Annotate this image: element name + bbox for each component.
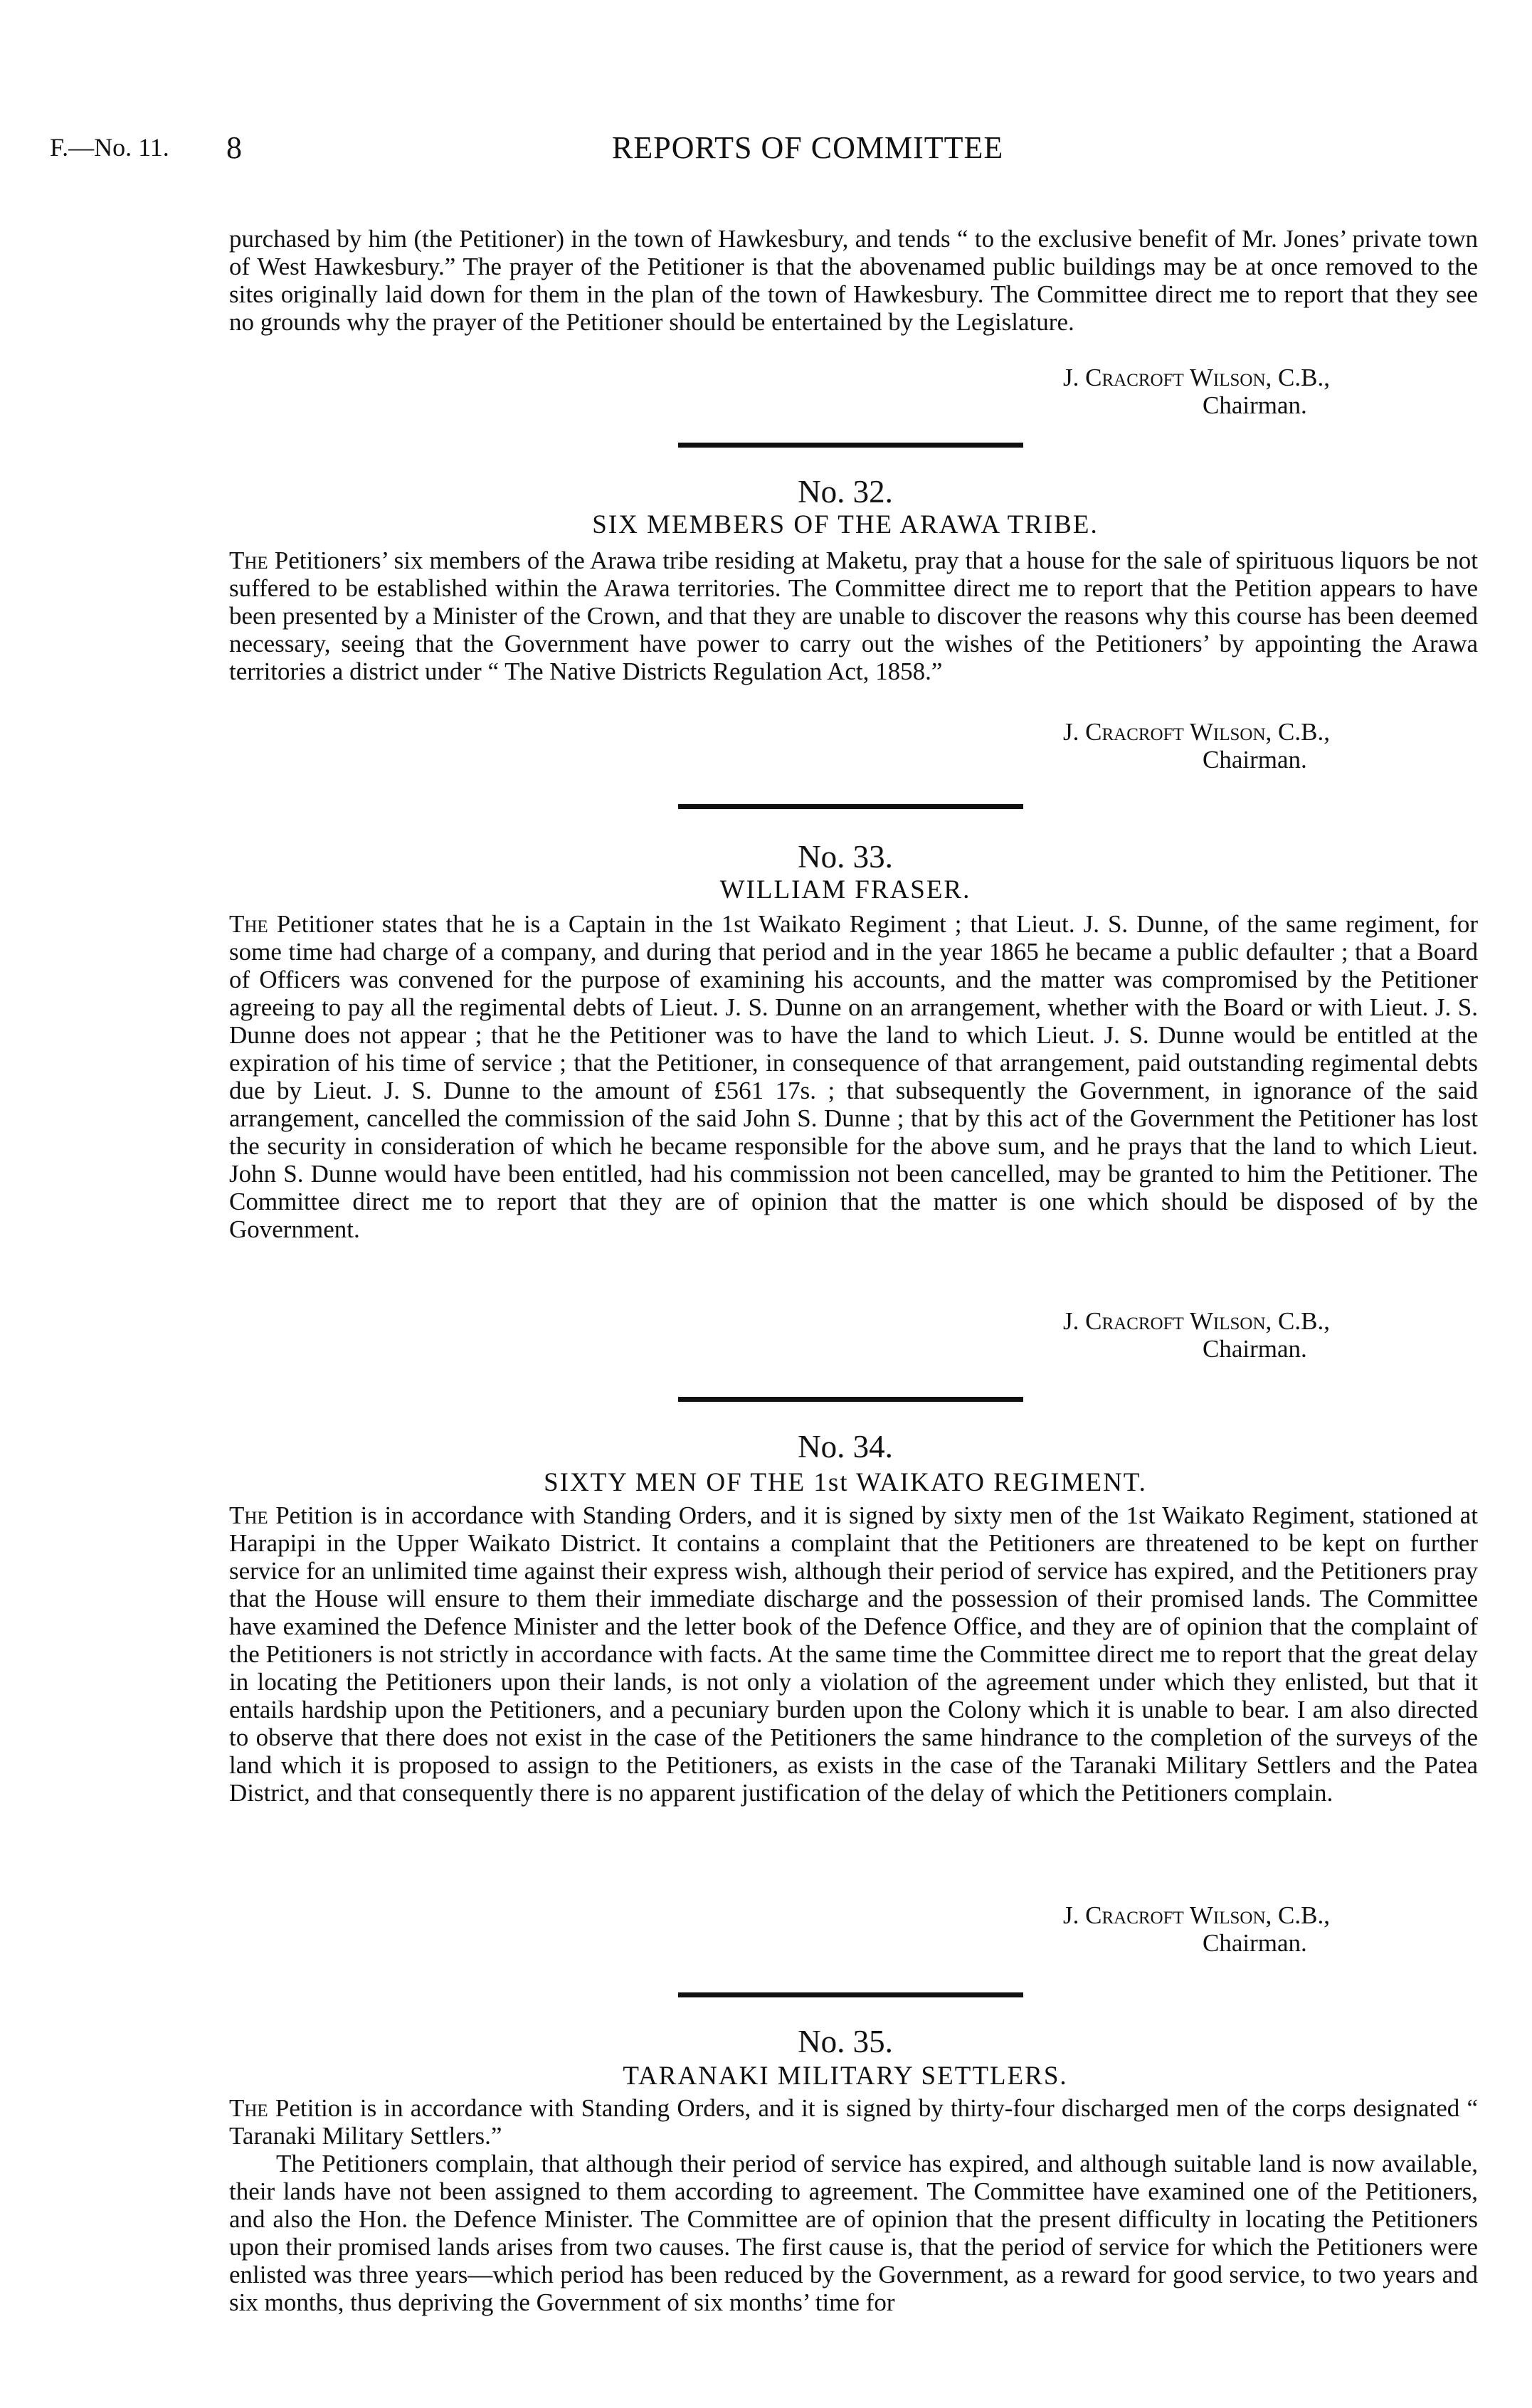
section-divider	[678, 1992, 1023, 1997]
petition-text: Petition is in accordance with Standing Orders, and it is signed by sixty men of the 1st Waikato Regiment, stationed at Harapipi in the Upper Waikato District. It contains a complaint that the Petitioners are threatened to be kept on further service for an unlimited time against their express wish, although their period of service has expired, and the Petitioners pray that the House will ensure to them their immediate discharge and the possession of their promised lands. The Committee have examined the Defence Minister and the letter book of the Defence Office, and they are of opinion that the complaint of the Petitioners is not strictly in accordance with facts. At the same time the Committee direct me to report that the great delay in locating the Petitioners upon their lands, is not only a violation of the agreement under which they enlisted, but that it entails hardship upon the Petitioners, and a pecuniary burden upon the Colony which it is unable to bear. I am also directed to observe that there does not exist in the case of the Petitioners the same hindrance to the completion of the surveys of the land which it is proposed to assign to the Petitioners, as exists in the case of the Taranaki Military Settlers and the Patea District, and that consequently there is no apparent justification of the delay of which the Petitioners complain.	[229, 1501, 1478, 1807]
petition-body	[229, 910, 1478, 1243]
petition-title: SIXTY MEN OF THE 1st WAIKATO REGIMENT.	[544, 1468, 1147, 1497]
section-divider	[678, 443, 1023, 448]
signature-name: J. Cracroft Wilson, C.B.,	[1063, 1901, 1330, 1929]
petition-number: No. 33.	[798, 839, 893, 875]
lead-word: The	[229, 910, 268, 938]
petition-body	[229, 546, 1478, 685]
petition-number: No. 34.	[798, 1429, 893, 1464]
petition-text: Petition is in accordance with Standing Orders, and it is signed by thirty-four discharged men of the corps designated “ Taranaki Military Settlers.”	[229, 2094, 1478, 2150]
lead-word: The	[229, 2094, 268, 2122]
signature-role: Chairman.	[1203, 391, 1307, 419]
page-header	[0, 132, 1532, 175]
petition-title: TARANAKI MILITARY SETTLERS.	[623, 2061, 1068, 2091]
lead-word: The	[229, 546, 268, 574]
signature-name: J. Cracroft Wilson, C.B.,	[1063, 364, 1330, 391]
document-reference: F.—No. 11.	[50, 133, 169, 162]
signature-name: J. Cracroft Wilson, C.B.,	[1063, 718, 1330, 746]
running-title: REPORTS OF COMMITTEE	[612, 130, 1004, 165]
petition-paragraph: The Petitioners complain, that although their period of service has expired, and although suitable land is now available, their lands have not been assigned to them according to agreement. The Committee have examined one of the Petitioners, and also the Hon. the Defence Minister. The Committee are of opinion that the present difficulty in locating the Petitioners upon their promised lands arises from two causes. The first cause is, that the period of service for which the Petitioners were enlisted was three years—which period has been reduced by the Government, as a reward for good service, to two years and six months, thus depriving the Government of six months’ time for	[229, 2150, 1478, 2316]
signature-role: Chairman.	[1203, 746, 1307, 773]
signature-role: Chairman.	[1203, 1335, 1307, 1363]
continuation-paragraph: purchased by him (the Petitioner) in the town of Hawkesbury, and tends “ to the exclusive benefit of Mr. Jones’ private town of West Hawkesbury.” The prayer of the Petitioner is that the abovenamed public buildings may be at once removed to the sites originally laid down for them in the plan of the town of Hawkesbury. The Committee direct me to report that they see no grounds why the prayer of the Petitioner should be entertained by the Legislature.	[229, 225, 1478, 336]
petition-text: Petitioner states that he is a Captain in the 1st Waikato Regiment ; that Lieut. J. S. Dunne, of the same regiment, for some time had charge of a company, and during that period and in the year 1865 he became a public defaulter ; that a Board of Officers was convened for the purpose of examining his accounts, and the matter was compromised by the Petitioner agreeing to pay all the regimental debts of Lieut. J. S. Dunne on an arrangement, whether with the Board or with Lieut. J. S. Dunne does not appear ; that he the Petitioner was to have the land to which Lieut. J. S. Dunne would be entitled at the expiration of his time of service ; that the Petitioner, in consequence of that arrangement, paid outstanding regimental debts due by Lieut. J. S. Dunne to the amount of £561 17s. ; that subsequently the Government, in ignorance of the said arrangement, cancelled the commission of the said John S. Dunne ; that by this act of the Government the Petitioner has lost the security in consideration of which he became responsible for the above sum, and he prays that the land to which Lieut. John S. Dunne would have been entitled, had his commission not been cancelled, may be granted to him the Petitioner. The Committee direct me to report that they are of opinion that the matter is one which should be disposed of by the Government.	[229, 910, 1479, 1243]
petition-number: No. 32.	[798, 474, 893, 509]
section-divider	[678, 1397, 1023, 1402]
page-number: 8	[226, 130, 242, 165]
signature-name: J. Cracroft Wilson, C.B.,	[1063, 1307, 1330, 1335]
petition-body	[229, 1501, 1478, 1807]
petition-text: Petitioners’ six members of the Arawa tribe residing at Maketu, pray that a house for the sale of spirituous liquors be not suffered to be established within the Arawa territories. The Committee direct me to report that the Petition appears to have been presented by a Minister of the Crown, and that they are unable to discover the reasons why this course has been deemed necessary, seeing that the Government have power to carry out the wishes of the Petitioners’ by appointing the Arawa territories a district under “ The Native Districts Regulation Act, 1858.”	[229, 546, 1478, 685]
petition-title: SIX MEMBERS OF THE ARAWA TRIBE.	[592, 510, 1099, 539]
signature-role: Chairman.	[1203, 1929, 1307, 1957]
lead-word: The	[229, 1501, 268, 1529]
petition-number: No. 35.	[798, 2024, 893, 2059]
petition-title: WILLIAM FRASER.	[719, 875, 971, 904]
section-divider	[678, 804, 1023, 809]
petition-body	[229, 2094, 1478, 2150]
